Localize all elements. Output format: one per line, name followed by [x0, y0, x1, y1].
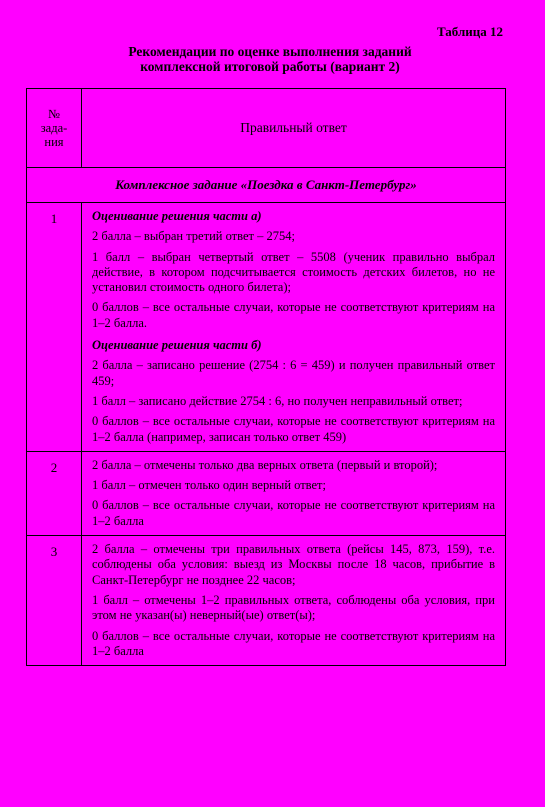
criterion: 1 балл – выбран четвертый ответ – 5508 (ученик правильно выбрал действие, в котором подсчитывается стоимость детских билетов, но не установил стоимость одного билета);: [92, 249, 495, 295]
subheading: Оценивание решения части б): [92, 338, 262, 353]
task-number: 3: [27, 536, 82, 666]
table-caption: [40, 44, 500, 74]
caption-line-1: Рекомендации по оценке выполнения заданий: [128, 44, 412, 59]
task-answer: [82, 203, 506, 452]
table-row: [27, 203, 506, 452]
criterion: 0 баллов – все остальные случаи, которые не соответствуют критериям на 1–2 балла: [92, 628, 495, 658]
criterion: 0 баллов – все остальные случаи, которые не соответствуют критериям на 1–2 балла.: [92, 300, 495, 330]
criteria-table: [26, 88, 506, 666]
table-header-row: [27, 89, 506, 168]
criterion: 1 балл – отмечен только один верный ответ;: [92, 478, 326, 493]
task-answer: [82, 451, 506, 535]
subheading: Оценивание решения части а): [92, 209, 262, 223]
header-num-line-1: №: [48, 107, 60, 121]
criterion: 1 балл – записано действие 2754 : 6, но получен неправильный ответ;: [92, 393, 463, 408]
criterion: 2 балла – записано решение (2754 : 6 = 459) и получен правильный ответ 459;: [92, 358, 495, 388]
header-correct-answer: Правильный ответ: [82, 89, 506, 168]
header-task-number: [27, 89, 82, 168]
caption-line-2: комплексной итоговой работы (вариант 2): [140, 59, 400, 74]
task-number: 2: [27, 451, 82, 535]
criterion: 2 балла – отмечены только два верных ответа (первый и второй);: [92, 457, 438, 472]
section-row: [27, 168, 506, 203]
table-number: Таблица 12: [436, 24, 503, 39]
task-number: 1: [27, 203, 82, 452]
section-title: Комплексное задание «Поездка в Санкт-Петербург»: [27, 168, 506, 203]
task-answer: [82, 536, 506, 666]
criterion: 2 балла – отмечены три правильных ответа (рейсы 145, 873, 159), т.е. соблюдены оба условия: выезд из Москвы после 18 часов, прибытие в Санкт-Петербург не позднее 22 часов;: [92, 542, 495, 587]
table-row: [27, 451, 506, 535]
header-num-line-3: ния: [44, 135, 64, 149]
criterion: 2 балла – выбран третий ответ – 2754;: [92, 229, 295, 244]
header-num-line-2: зада-: [40, 121, 68, 135]
criterion: 0 баллов – все остальные случаи, которые не соответствуют критериям на 1–2 балла (например, записан только ответ 459): [92, 414, 495, 444]
criterion: 0 баллов – все остальные случаи, которые не соответствуют критериям на 1–2 балла: [92, 498, 495, 528]
table-row: [27, 536, 506, 666]
criterion: 1 балл – отмечены 1–2 правильных ответа, соблюдены оба условия, при этом не указан(ы) неверный(ые) ответ(ы);: [92, 592, 495, 623]
